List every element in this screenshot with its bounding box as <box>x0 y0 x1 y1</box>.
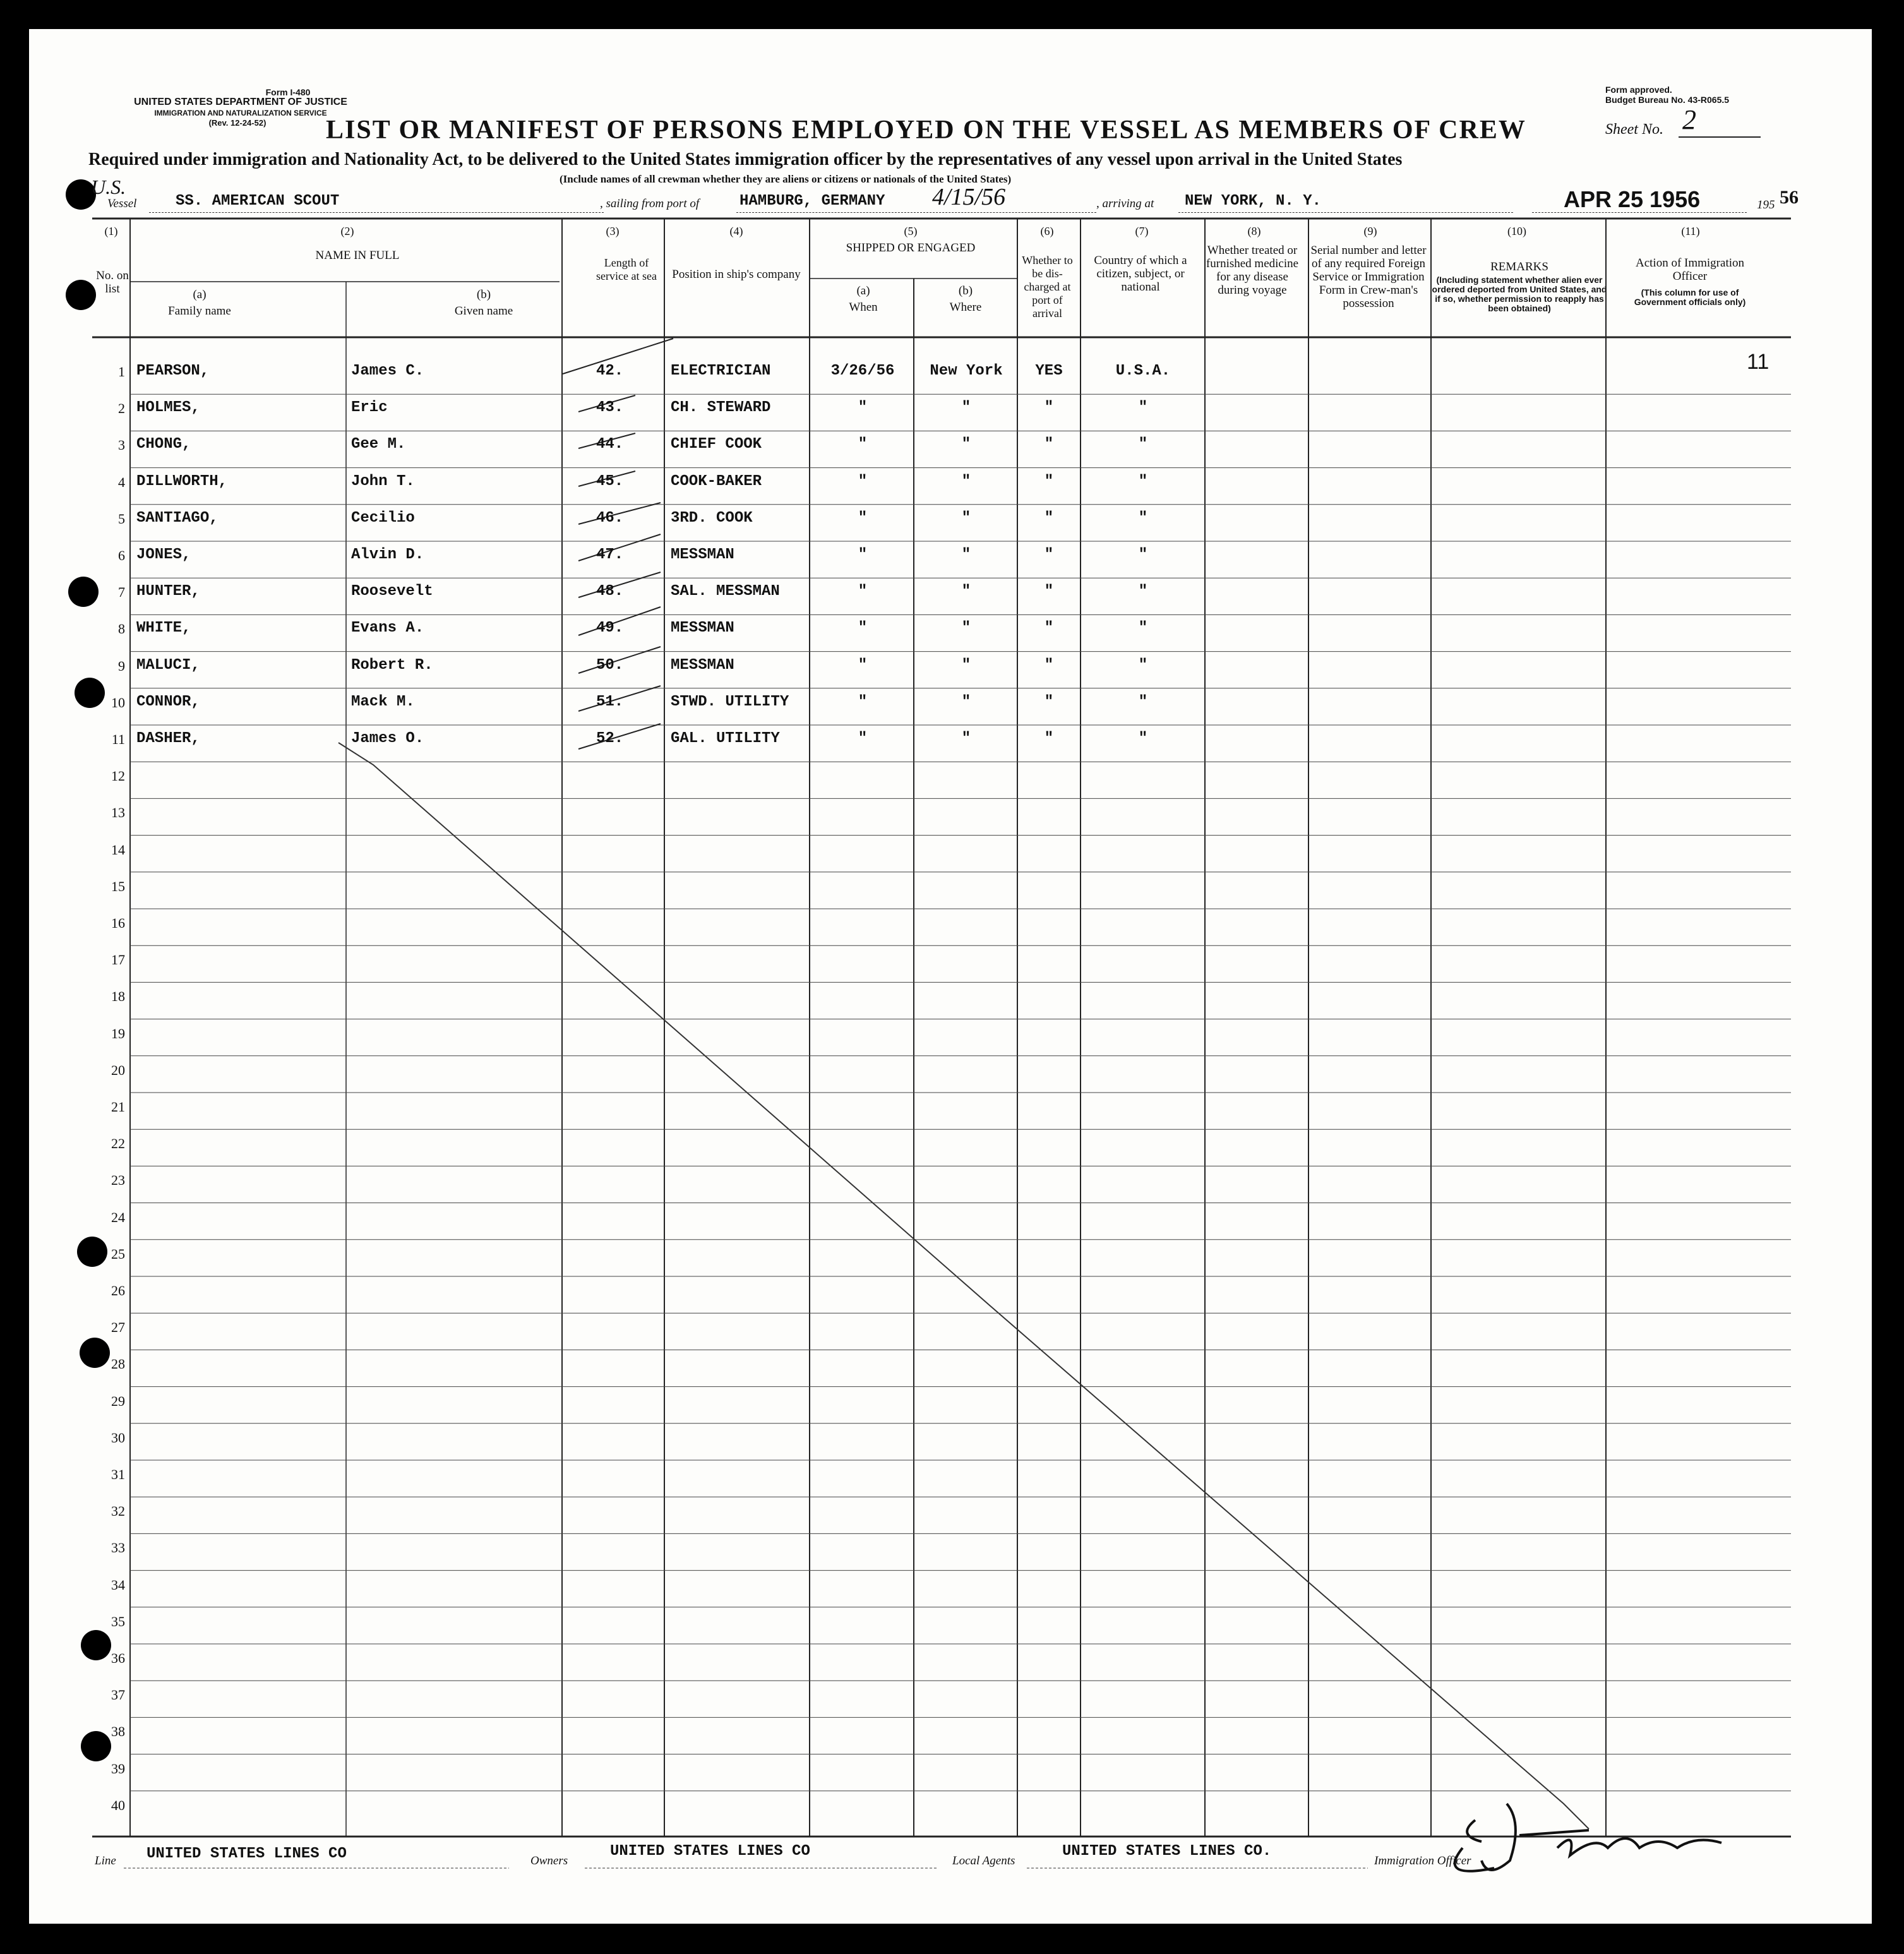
row-number: 11 <box>111 731 125 747</box>
sheet-number: 2 <box>1682 104 1696 135</box>
col-num-6: (6) <box>1040 225 1054 237</box>
row-number: 20 <box>111 1062 125 1078</box>
row-number: 1 <box>118 364 125 380</box>
cell-where: " <box>961 730 971 747</box>
col-num-9: (9) <box>1363 225 1377 237</box>
cell-length: 47. <box>596 546 624 563</box>
col-num-7: (7) <box>1135 225 1149 237</box>
cell-position: 3RD. COOK <box>671 509 753 527</box>
row-number: 6 <box>118 548 125 563</box>
row-number: 24 <box>111 1209 125 1225</box>
row-number: 40 <box>111 1797 125 1813</box>
cell-length: 44. <box>596 436 624 453</box>
row-number: 29 <box>111 1393 125 1409</box>
cell-where: " <box>961 620 971 637</box>
form-subtitle: Required under immigration and Nationality Act, to be delivered to the United States immigration officer by the representatives of any vessel upon arrival in the United States <box>88 150 1403 169</box>
col-num-1: (1) <box>104 225 118 237</box>
cell-length: 52. <box>596 730 624 747</box>
header-family-name: Family name <box>168 304 231 318</box>
cell-country: " <box>1138 693 1148 710</box>
cell-when: " <box>858 730 868 747</box>
row-number: 26 <box>111 1283 125 1298</box>
cell-family: SANTIAGO, <box>136 509 219 527</box>
manifest-sheet <box>29 29 1872 1924</box>
form-title: LIST OR MANIFEST OF PERSONS EMPLOYED ON THE VESSEL AS MEMBERS OF CREW <box>326 116 1526 145</box>
header-shipped: SHIPPED OR ENGAGED <box>846 241 976 255</box>
vessel-label: Vessel <box>107 197 137 210</box>
form-number: Form I-480 <box>265 87 311 97</box>
col-num-8: (8) <box>1247 225 1261 237</box>
cell-family: WHITE, <box>136 620 191 637</box>
cell-discharged: " <box>1044 693 1054 710</box>
sailing-label: , sailing from port of <box>600 197 700 210</box>
cell-given: Gee M. <box>351 436 406 453</box>
row-number: 5 <box>118 510 125 527</box>
cell-length: 45. <box>596 472 624 490</box>
cell-family: DASHER, <box>136 730 200 747</box>
row-number: 12 <box>111 768 125 784</box>
col-num-5: (5) <box>904 225 918 237</box>
cell-given: James O. <box>351 730 424 747</box>
sail-date: 4/15/56 <box>932 184 1006 210</box>
cell-position: MESSMAN <box>671 620 734 637</box>
row-number: 37 <box>111 1687 125 1703</box>
row-number: 23 <box>111 1172 125 1189</box>
cell-discharged: " <box>1044 509 1054 527</box>
owners-value: UNITED STATES LINES CO <box>610 1843 810 1860</box>
row-number: 4 <box>118 474 125 490</box>
cell-when: " <box>858 509 868 527</box>
cell-country: " <box>1138 656 1148 674</box>
cell-discharged: " <box>1044 583 1054 601</box>
agents-label: Local Agents <box>952 1854 1015 1867</box>
row-number: 22 <box>111 1136 125 1152</box>
cell-country: " <box>1138 583 1148 601</box>
cell-given: Eric <box>351 399 388 417</box>
row-number: 38 <box>111 1723 125 1740</box>
header-action-note: (This column for use of Government officials only) <box>1634 287 1746 307</box>
header-medicine: Whether treated or furnished medicine for any disease during voyage <box>1206 244 1299 297</box>
cell-length: 51. <box>596 693 624 710</box>
header-length: Length of service at sea <box>596 256 657 282</box>
row-number: 10 <box>111 694 125 710</box>
handwritten-us: U.S. <box>91 176 126 198</box>
cell-position: MESSMAN <box>671 656 734 674</box>
cell-family: MALUCI, <box>136 656 200 674</box>
cell-country: " <box>1138 546 1148 563</box>
header-discharged: Whether to be dis-charged at port of arrival <box>1022 254 1073 320</box>
cell-country: " <box>1138 620 1148 637</box>
col-num-4: (4) <box>729 225 743 237</box>
header-where: Where <box>949 301 982 314</box>
cell-where: " <box>961 546 971 563</box>
header-remarks: REMARKS <box>1490 260 1548 273</box>
cell-discharged: " <box>1044 546 1054 563</box>
department: UNITED STATES DEPARTMENT OF JUSTICE <box>134 97 347 107</box>
cell-where: " <box>961 436 971 453</box>
service: IMMIGRATION AND NATURALIZATION SERVICE <box>154 109 327 117</box>
col-num-3: (3) <box>606 225 620 237</box>
cell-length: 42. <box>596 363 624 380</box>
cell-discharged: YES <box>1035 363 1063 380</box>
row-number: 14 <box>111 841 125 858</box>
sheet-label: Sheet No. <box>1605 121 1663 138</box>
arriving-label: , arriving at <box>1096 197 1154 210</box>
form-approved: Form approved. <box>1605 85 1672 95</box>
row-number: 31 <box>111 1466 125 1482</box>
cell-family: JONES, <box>136 546 191 563</box>
cell-when: 3/26/56 <box>830 363 895 380</box>
agents-value: UNITED STATES LINES CO. <box>1062 1843 1272 1860</box>
cell-position: ELECTRICIAN <box>671 363 771 380</box>
action-count: 11 <box>1747 350 1769 374</box>
row-number: 34 <box>111 1576 125 1593</box>
cell-when: " <box>858 693 868 710</box>
header-serial: Serial number and letter of any required Foreign Service or Immigration Form in Crew-man's possession <box>1310 244 1427 310</box>
cell-where: " <box>961 509 971 527</box>
header-given-name: Given name <box>454 304 513 318</box>
header-action: Action of Immigration Officer <box>1635 256 1745 283</box>
arriving-port: NEW YORK, N. Y. <box>1185 193 1322 210</box>
row-number: 19 <box>111 1025 125 1041</box>
cell-position: COOK-BAKER <box>671 472 762 490</box>
cell-country: " <box>1138 730 1148 747</box>
row-number: 18 <box>111 988 125 1005</box>
line-label: Line <box>95 1854 116 1867</box>
sailing-port: HAMBURG, GERMANY <box>739 193 885 210</box>
col-num-2: (2) <box>340 225 354 237</box>
cell-where: " <box>961 472 971 490</box>
cell-length: 46. <box>596 509 624 527</box>
header-family-sub: (a) <box>193 288 207 301</box>
cell-given: Roosevelt <box>351 583 433 601</box>
cell-given: Robert R. <box>351 656 433 674</box>
row-number: 25 <box>111 1245 125 1262</box>
cell-length: 43. <box>596 399 624 417</box>
row-number: 3 <box>118 437 125 453</box>
form-note: (Include names of all crewman whether they are aliens or citizens or nationals of the United States) <box>560 173 1012 185</box>
header-given-sub: (b) <box>476 288 491 301</box>
budget-bureau: Budget Bureau No. 43-R065.5 <box>1605 95 1730 105</box>
cell-family: CONNOR, <box>136 693 200 710</box>
row-number: 15 <box>111 878 125 894</box>
row-number: 36 <box>111 1650 125 1666</box>
officer-label: Immigration Officer <box>1374 1854 1471 1867</box>
cell-discharged: " <box>1044 730 1054 747</box>
cell-family: DILLWORTH, <box>136 472 228 490</box>
arrival-date-stamp: APR 25 1956 <box>1564 186 1701 212</box>
cell-position: STWD. UTILITY <box>671 693 789 710</box>
cell-country: " <box>1138 399 1148 417</box>
cell-when: " <box>858 620 868 637</box>
cell-discharged: " <box>1044 399 1054 417</box>
vessel-name: SS. AMERICAN SCOUT <box>176 193 340 210</box>
cell-family: CHONG, <box>136 436 191 453</box>
cell-when: " <box>858 656 868 674</box>
cell-country: " <box>1138 509 1148 527</box>
row-number: 39 <box>111 1760 125 1777</box>
row-number: 16 <box>111 915 125 931</box>
cell-position: CH. STEWARD <box>671 399 771 417</box>
year-value: 56 <box>1780 187 1799 208</box>
cell-family: HUNTER, <box>136 583 200 601</box>
cell-discharged: " <box>1044 656 1054 674</box>
cell-length: 48. <box>596 583 624 601</box>
cell-when: " <box>858 399 868 417</box>
cell-where: " <box>961 583 971 601</box>
row-number: 21 <box>111 1099 125 1115</box>
header-position: Position in ship's company <box>672 268 801 281</box>
cell-length: 49. <box>596 620 624 637</box>
cell-where: " <box>961 693 971 710</box>
row-number: 9 <box>118 657 125 674</box>
header-when: When <box>849 301 878 314</box>
header-where-sub: (b) <box>958 284 973 297</box>
cell-given: Alvin D. <box>351 546 424 563</box>
table-grid <box>29 29 1872 1924</box>
cell-position: CHIEF COOK <box>671 436 762 453</box>
row-number: 30 <box>111 1429 125 1446</box>
cell-length: 50. <box>596 656 624 674</box>
revision: (Rev. 12-24-52) <box>208 118 266 128</box>
row-number: 7 <box>118 584 125 601</box>
line-value: UNITED STATES LINES CO <box>147 1845 347 1862</box>
cell-when: " <box>858 583 868 601</box>
cell-position: SAL. MESSMAN <box>671 583 780 601</box>
header-when-sub: (a) <box>856 284 870 297</box>
col-num-10: (10) <box>1507 225 1526 237</box>
cell-country: " <box>1138 436 1148 453</box>
cell-where: New York <box>930 363 1003 380</box>
cell-country: " <box>1138 472 1148 490</box>
cell-given: James C. <box>351 363 424 380</box>
col-num-11: (11) <box>1681 225 1700 237</box>
cell-given: John T. <box>351 472 415 490</box>
cell-given: Mack M. <box>351 693 415 710</box>
header-country: Country of which a citizen, subject, or national <box>1094 254 1187 294</box>
row-number: 33 <box>111 1540 125 1556</box>
row-number: 32 <box>111 1503 125 1519</box>
year-label: 195 <box>1757 198 1775 212</box>
cell-when: " <box>858 546 868 563</box>
row-number: 27 <box>111 1319 125 1336</box>
cell-given: Cecilio <box>351 509 415 527</box>
header-remarks-note: (Including statement whether alien ever ordered deported from United States, and if so, whether permission to reapply has been obtained) <box>1432 275 1607 313</box>
row-number: 35 <box>111 1613 125 1629</box>
cell-when: " <box>858 472 868 490</box>
cell-discharged: " <box>1044 472 1054 490</box>
row-number: 8 <box>118 621 125 637</box>
cell-when: " <box>858 436 868 453</box>
cell-where: " <box>961 399 971 417</box>
cell-where: " <box>961 656 971 674</box>
row-number: 17 <box>111 952 125 968</box>
cell-country: U.S.A. <box>1115 363 1171 380</box>
header-no-on-list: No. on list <box>96 269 129 296</box>
cell-family: PEARSON, <box>136 363 210 380</box>
cell-position: GAL. UTILITY <box>671 730 780 747</box>
cell-family: HOLMES, <box>136 399 200 417</box>
cell-given: Evans A. <box>351 620 424 637</box>
row-number: 2 <box>118 400 125 417</box>
row-number: 28 <box>111 1356 125 1372</box>
cell-position: MESSMAN <box>671 546 734 563</box>
cell-discharged: " <box>1044 436 1054 453</box>
owners-label: Owners <box>530 1854 568 1867</box>
row-number: 13 <box>111 805 125 821</box>
header-name-in-full: NAME IN FULL <box>315 249 400 262</box>
cell-discharged: " <box>1044 620 1054 637</box>
